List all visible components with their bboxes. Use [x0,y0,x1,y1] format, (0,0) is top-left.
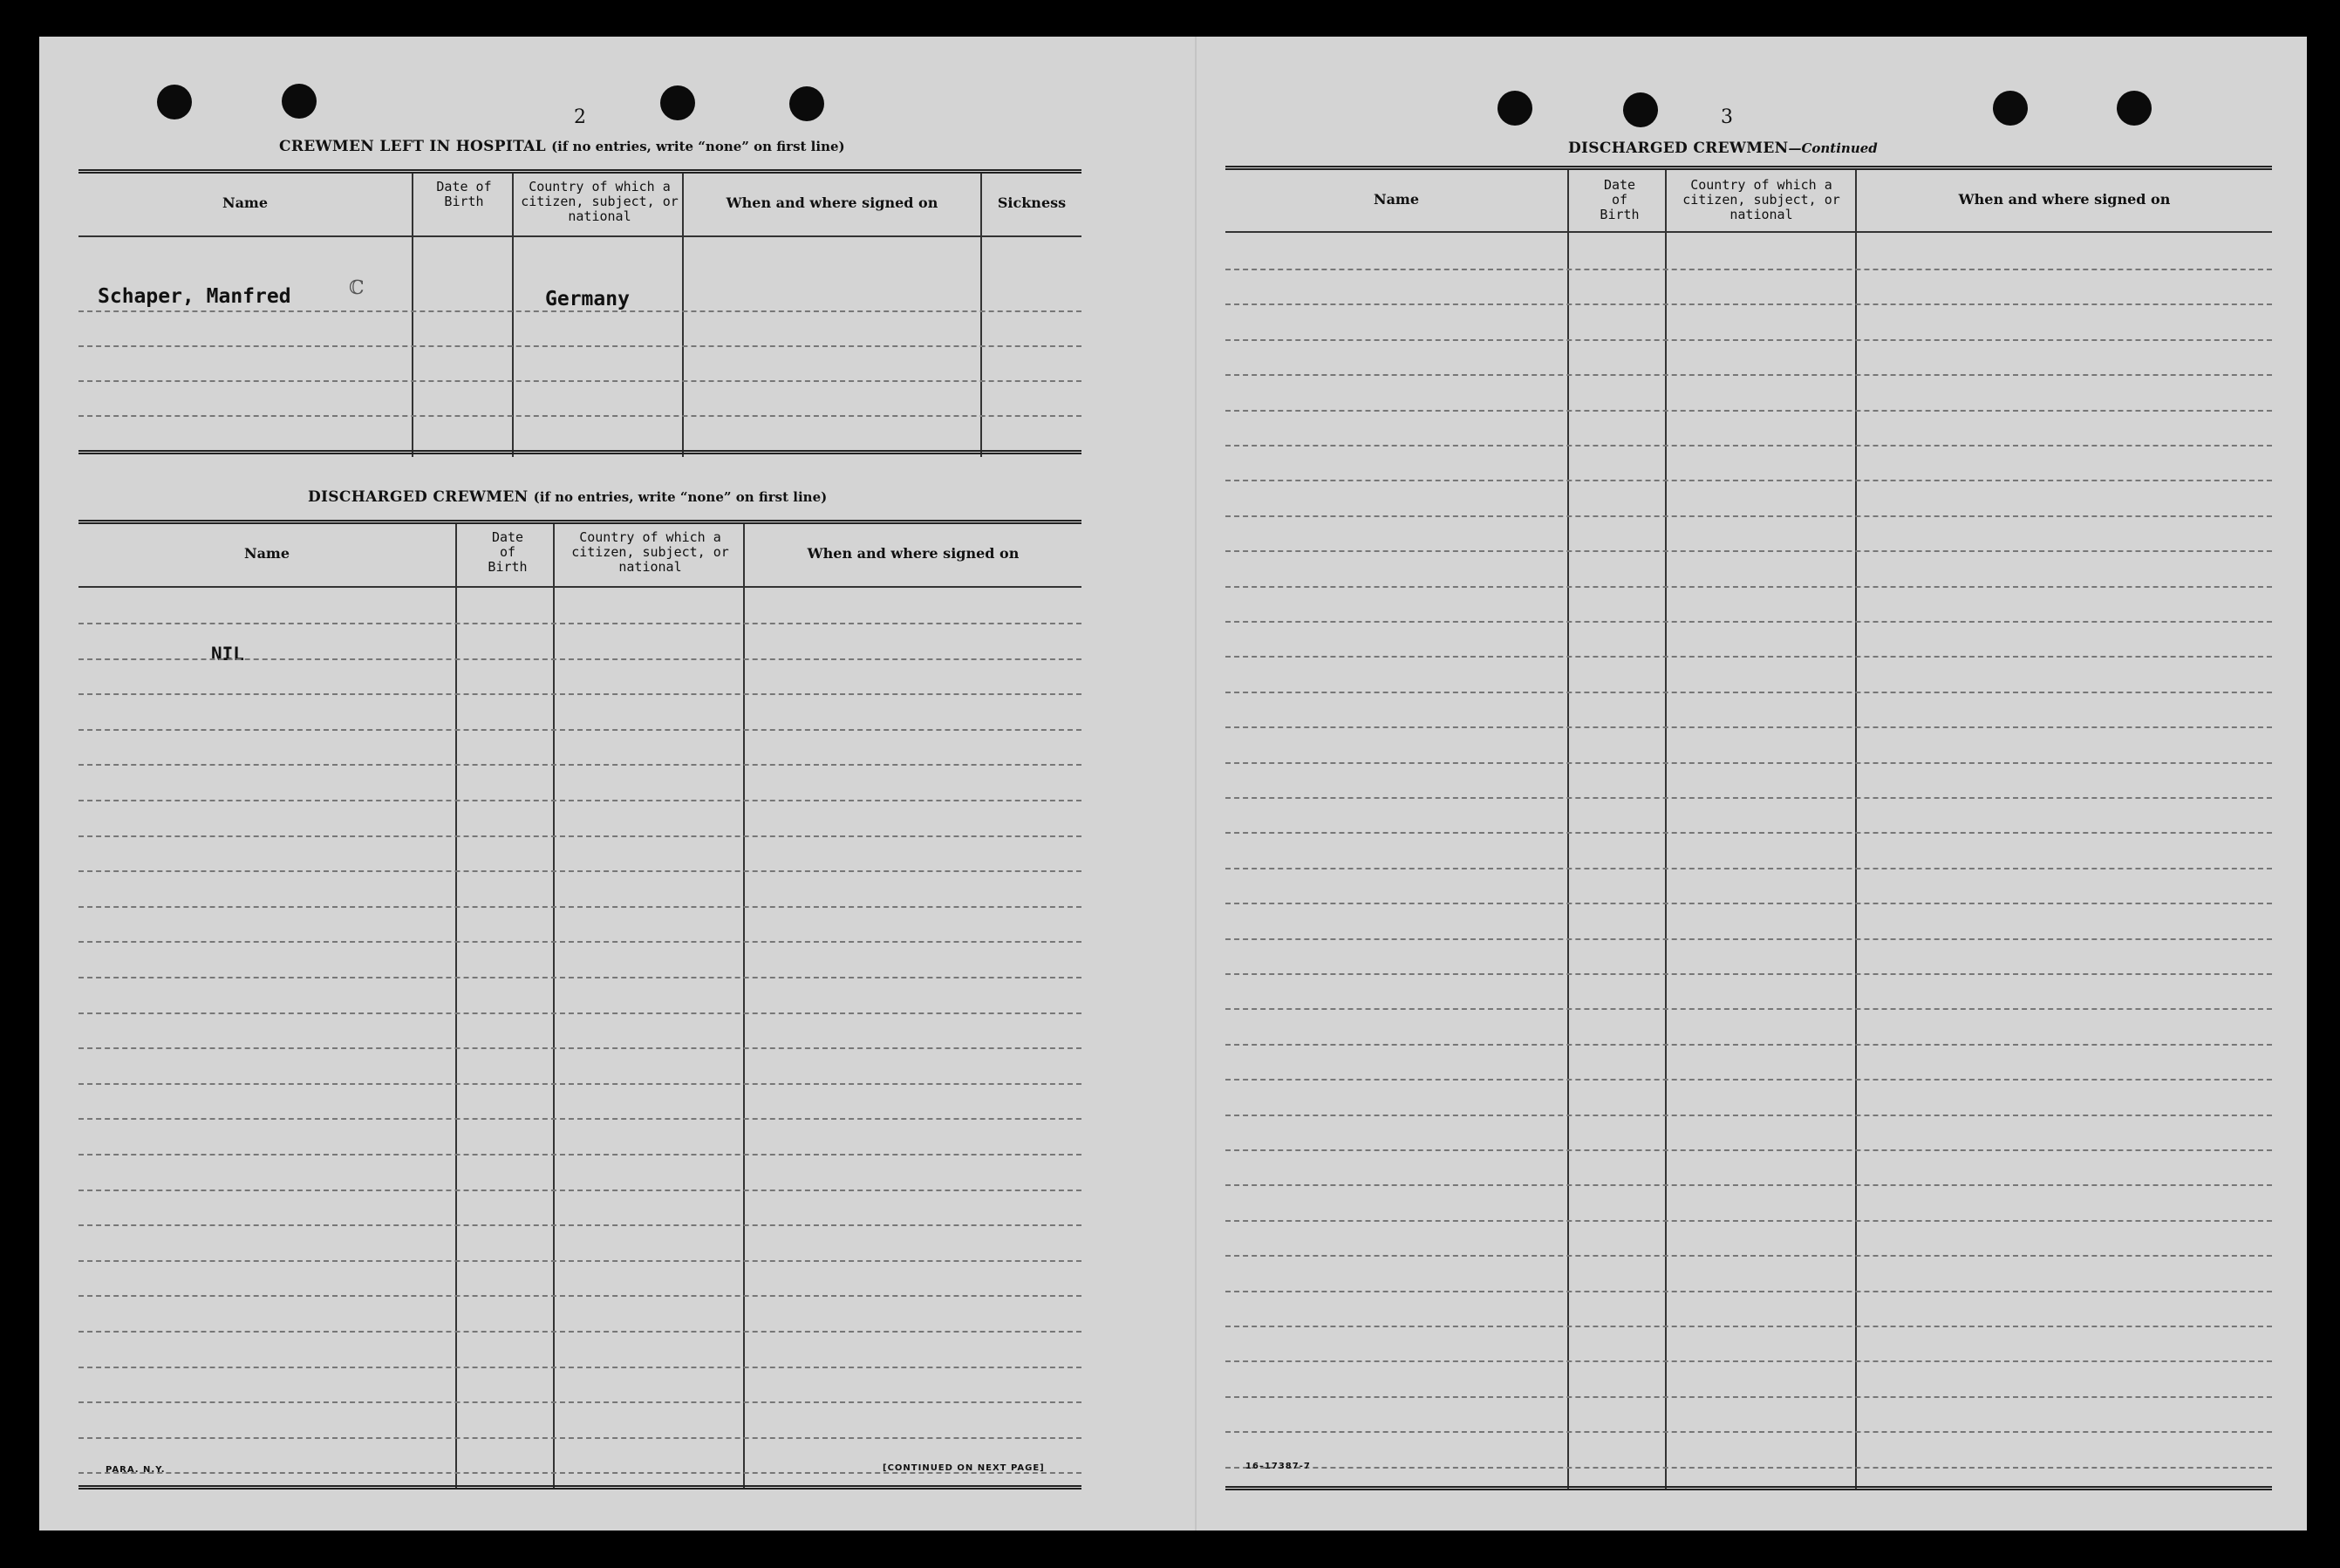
discharged-title-text: DISCHARGED CREWMEN [308,488,529,506]
ruling-line [1225,1044,2272,1046]
punch-hole [1623,92,1658,127]
ruling-line [78,729,1081,731]
discharged-continued-table [1225,166,2272,1496]
col-header-name: Name [243,545,290,562]
col-header-country: Country of which a citizen, subject, or national [1682,177,1840,222]
col-header-name: Name [1373,191,1420,208]
punch-hole [282,84,317,119]
ruling-line [78,1367,1081,1368]
ruling-line [1225,1326,2272,1327]
ruling-line [78,977,1081,978]
punch-hole [2117,91,2152,126]
ruling-line [1225,1184,2272,1186]
ruling-line [78,1437,1081,1439]
ruling-line [78,835,1081,837]
continued-note: [CONTINUED ON NEXT PAGE] [883,1463,1045,1473]
handwritten-mark: ℂ [349,277,365,299]
ruling-line [1225,797,2272,799]
ruling-line [1225,726,2272,728]
discharged-table [78,520,1081,1495]
discharged-section-title [308,488,827,506]
discharged-continued-title [1568,140,1878,157]
ruling-line [78,870,1081,872]
ruling-line [1225,973,2272,975]
col-header-name: Name [222,194,269,211]
ruling-line [78,658,1081,660]
ruling-line [1225,692,2272,693]
punch-hole [660,85,695,120]
document-sheet [39,37,2307,1531]
form-number: 16–17387-7 [1245,1462,1311,1471]
ruling-line [78,1295,1081,1297]
ruling-line [1225,445,2272,447]
ruling-line [78,800,1081,801]
ruling-line [1225,1360,2272,1362]
page-fold [1195,37,1197,1531]
ruling-line [1225,515,2272,517]
page-number: 3 [1721,106,1733,128]
ruling-line [1225,1431,2272,1433]
ruling-line [1225,550,2272,552]
punch-hole [157,85,192,119]
col-header-dob: Date of Birth [436,179,492,209]
punch-hole [1497,91,1532,126]
ruling-line [78,623,1081,624]
ruling-line [78,1047,1081,1049]
hospital-title-text: CREWMEN LEFT IN HOSPITAL [279,138,546,155]
ruling-line [1225,303,2272,305]
col-header-dob: Date of Birth [1600,177,1640,222]
punch-hole [789,86,824,121]
ruling-line [1225,938,2272,940]
ruling-line [1225,1115,2272,1116]
ruling-line [78,1260,1081,1262]
ruling-line [78,941,1081,943]
col-header-signed-on: When and where signed on [726,194,938,211]
page-number: 2 [574,106,586,128]
ruling-line [78,906,1081,908]
col-header-country: Country of which a citizen, subject, or national [571,529,729,575]
discharged-continued-title-text: DISCHARGED CREWMEN [1568,140,1789,157]
ruling-line [1225,1467,2272,1469]
col-header-signed-on: When and where signed on [807,545,1020,562]
ruling-line [78,1331,1081,1333]
col-header-country: Country of which a citizen, subject, or national [521,179,679,224]
ruling-line [1225,269,2272,270]
ruling-line [78,1012,1081,1014]
continued-suffix: —Continued [1788,140,1878,156]
ruling-line [1225,832,2272,834]
discharged-entry-name: NIL [211,644,244,665]
hospital-section-title [279,138,845,155]
ruling-line [1225,1291,2272,1292]
discharged-subtitle-text: (if no entries, write “none” on first line) [533,489,828,505]
col-header-signed-on: When and where signed on [1958,191,2171,208]
printer-imprint: PARA. N.Y. [106,1465,166,1475]
ruling-line [1225,1079,2272,1081]
ruling-line [1225,374,2272,376]
ruling-line [78,1401,1081,1403]
ruling-line [1225,903,2272,904]
ruling-line [1225,1220,2272,1222]
ruling-line [1225,868,2272,869]
hospital-entry-country: Germany [545,288,630,310]
ruling-line [78,1190,1081,1191]
hospital-entry-name: Schaper, Manfred [98,285,291,308]
col-header-dob: Date of Birth [488,529,528,575]
ruling-line [78,1224,1081,1226]
col-header-sickness: Sickness [997,194,1067,211]
ruling-line [1225,762,2272,764]
ruling-line [1225,656,2272,658]
ruling-line [78,1118,1081,1120]
hospital-subtitle-text: (if no entries, write “none” on first line) [551,139,845,154]
ruling-line [1225,410,2272,412]
ruling-line [78,693,1081,695]
punch-hole [1993,91,2028,126]
ruling-line [78,1154,1081,1156]
ruling-line [1225,621,2272,623]
ruling-line [1225,586,2272,588]
ruling-line [78,1083,1081,1085]
ruling-line [1225,1255,2272,1257]
ruling-line [1225,1008,2272,1010]
hospital-table [78,169,1081,461]
ruling-line [1225,339,2272,341]
ruling-line [1225,1149,2272,1151]
ruling-line [1225,480,2272,481]
ruling-line [1225,1396,2272,1398]
ruling-line [78,764,1081,766]
